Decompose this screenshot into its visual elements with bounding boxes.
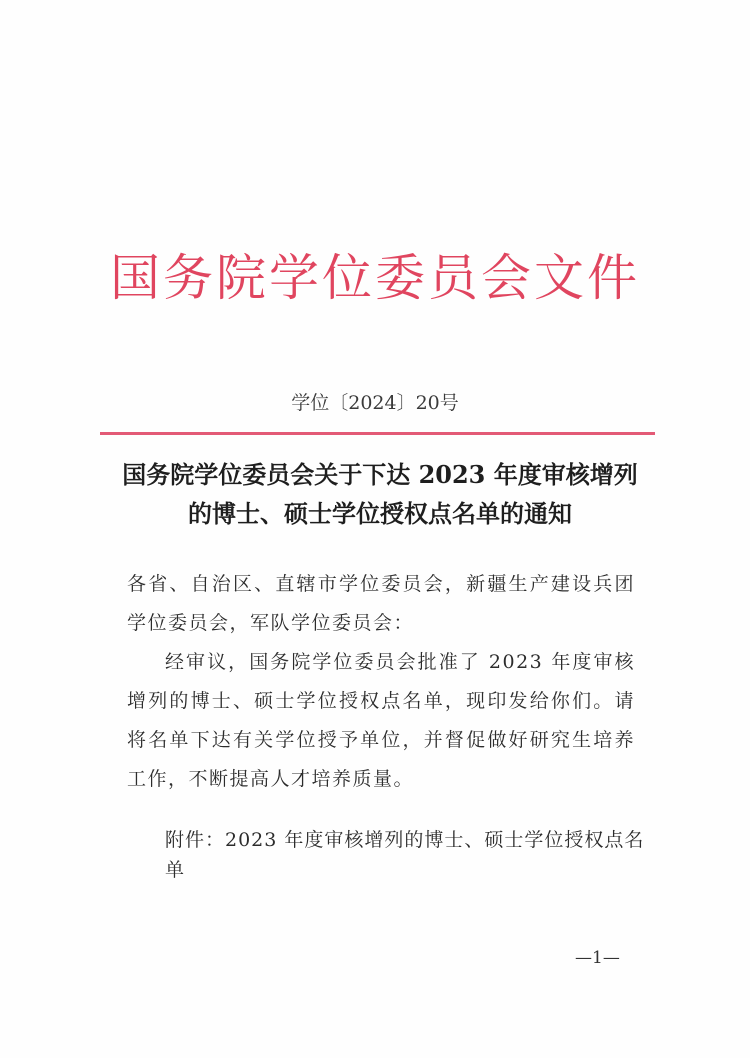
body-paragraph: 经审议，国务院学位委员会批准了 2023 年度审核增列的博士、硕士学位授权点名单，现印发给你们。请将名单下达有关学位授予单位，并督促做好研究生培养工作，不断提高人才培养质量。 xyxy=(127,651,635,790)
salutation: 各省、自治区、直辖市学位委员会，新疆生产建设兵团学位委员会，军队学位委员会： xyxy=(127,573,635,634)
notice-title-line-2: 的博士、硕士学位授权点名单的通知 xyxy=(188,499,572,528)
attachment-line: 附件：2023 年度审核增列的博士、硕士学位授权点名单 xyxy=(165,829,645,881)
red-divider-line xyxy=(100,432,655,435)
notice-title xyxy=(90,455,670,533)
notice-title-line-1: 国务院学位委员会关于下达 2023 年度审核增列 xyxy=(122,460,638,489)
document-number: 学位〔2024〕20号 xyxy=(291,392,459,414)
page-number: —1— xyxy=(575,948,620,968)
masthead-title: 国务院学位委员会文件 xyxy=(110,249,640,307)
